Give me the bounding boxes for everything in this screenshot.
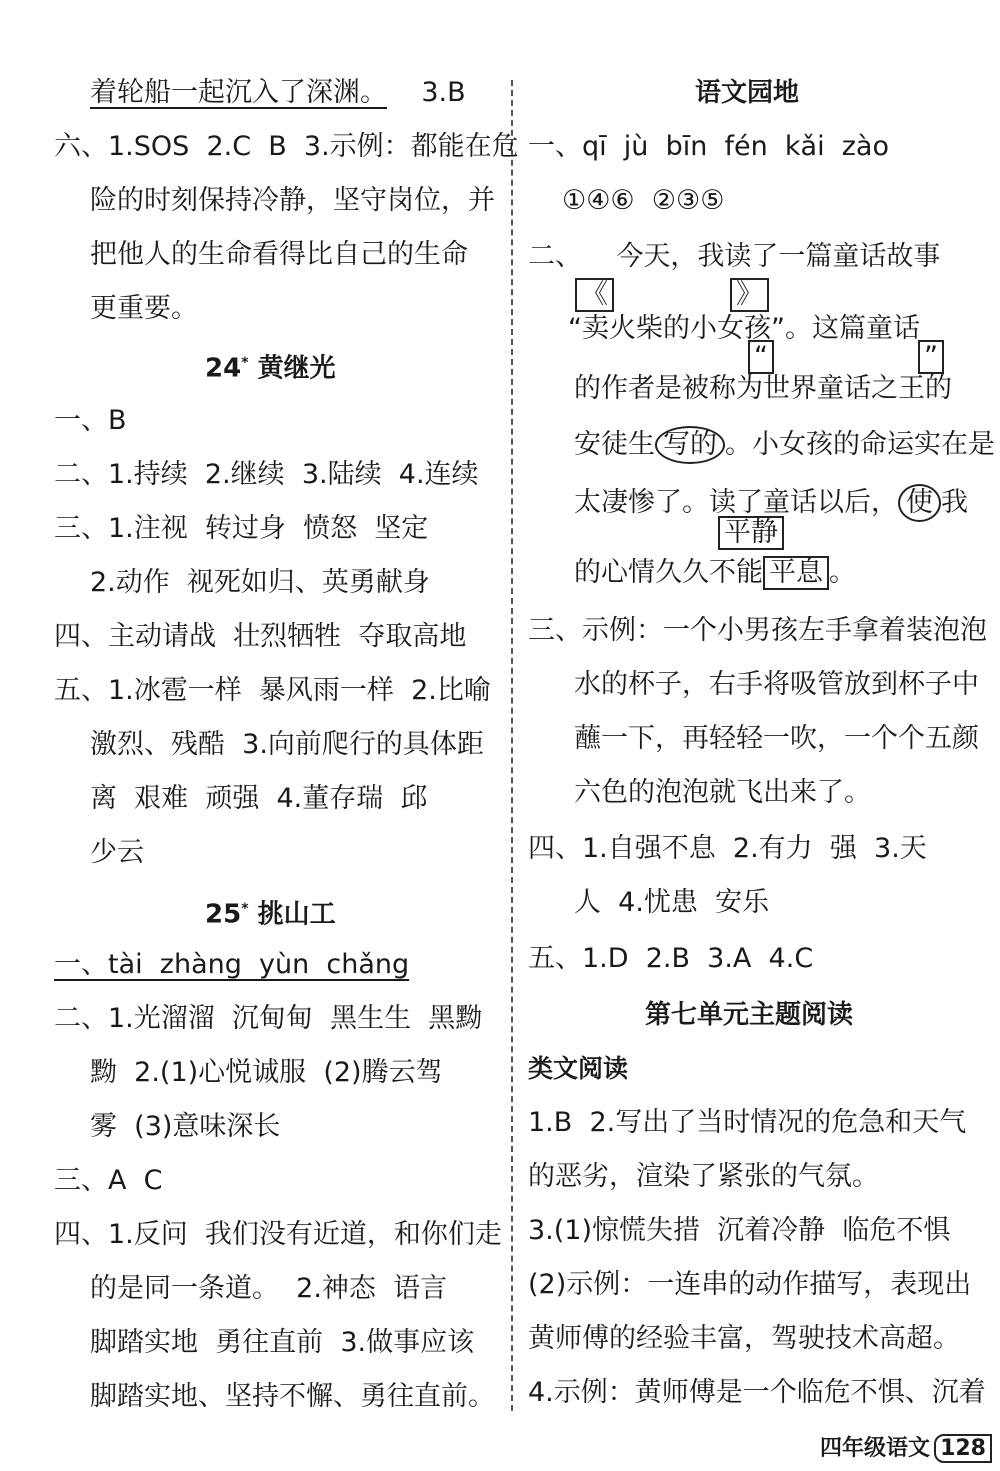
section-6-line: 六、1.SOS 2.C B 3.示例：都能在危 [54,131,519,162]
circled-word: 写的 [655,426,725,464]
answer-text: 3.B [421,77,466,108]
lesson-25-line: 三、A C [54,1165,163,1196]
replacement-word: 平静 [718,516,784,550]
lesson-25-line: 脚踏实地 勇往直前 3.做事应该 [90,1327,475,1358]
inserted-mark: ” [918,340,944,374]
section-6-line: 把他人的生命看得比自己的生命 [90,239,468,270]
lesson-24-line: 激烈、残酷 3.向前爬行的具体距 [90,729,484,760]
pinyin-answers: 一、qī jù bīn fén kǎi zào [528,131,889,162]
reading-line: 的恶劣，渲染了紧张的气氛。 [528,1161,879,1192]
answer-text: 太凄惨了。读了童话以后， [574,487,898,518]
lesson-24-line: 五、1.冰雹一样 暴风雨一样 2.比喻 [54,675,491,706]
lesson-star: * [241,355,249,371]
correction-mark [748,340,774,374]
lesson-24-line: 三、1.注视 转过身 愤怒 坚定 [54,513,429,544]
inserted-mark: 》 [730,278,769,312]
lesson-24-line: 2.动作 视死如归、英勇献身 [90,567,430,598]
lesson-24-line: 四、主动请战 壮烈牺牲 夺取高地 [54,621,467,652]
answer-text: 我 [941,487,968,518]
reading-line: 黄师傅的经验丰富，驾驶技术高超。 [528,1323,960,1354]
subsection-header: 类文阅读 [528,1054,629,1083]
answer-text: 的心情久久不能 [574,557,763,588]
lesson-25-line: 二、1.光溜溜 沉甸甸 黑生生 黑黝 [54,1003,483,1034]
pinyin-answers: 一、tài zhàng yùn chǎng [54,949,410,980]
answer-text: 。小女孩的命运实在是 [725,429,995,460]
lesson-name: 挑山工 [257,899,336,930]
lesson-25-line: 黝 2.(1)心悦诚服 (2)腾云驾 [90,1057,443,1088]
answer-text: 安徒生 [574,429,655,460]
page-number: 128 [934,1434,992,1463]
correction-line: 的作者是被称为世界童话之王的 [574,373,952,404]
pinyin-line [528,130,889,164]
section-4-line: 人 4.忧患 安乐 [574,887,770,918]
lesson-25-line: 雾 (3)意味深长 [90,1111,281,1142]
lesson-title-25 [205,892,336,932]
reading-line: 1.B 2.写出了当时情况的危急和天气 [528,1107,967,1138]
footer-label: 四年级语文 [820,1436,931,1461]
boxed-word: 平息 [763,556,829,590]
circled-word: 使 [898,484,941,522]
reading-line: (2)示例：一连串的动作描写，表现出 [528,1269,972,1300]
correction-mark [918,340,944,374]
lesson-24-line: 少云 [90,837,144,868]
correction-line [574,556,856,590]
section-6-line: 险的时刻保持冷静，坚守岗位，并 [90,185,495,216]
lesson-number: 24 [205,353,242,384]
correction-mark [730,278,769,312]
correction-mark [718,516,784,550]
inserted-mark: 《 [575,278,614,312]
lesson-25-line [54,948,409,982]
correction-line: “卖火柴的小女孩”。这篇童话 [568,313,920,344]
column-divider [511,80,513,1411]
section-3-line: 三、示例：一个小男孩左手拿着装泡泡 [528,615,987,646]
underlined-answer: 着轮船一起沉入了深渊。 [90,77,387,108]
circled-numbers: ①④⑥ ②③⑤ [562,185,725,216]
answer-line [90,76,466,110]
section-4-line: 四、1.自强不息 2.有力 强 3.天 [528,833,927,864]
section-title-garden: 语文园地 [695,78,800,108]
lesson-name: 黄继光 [257,353,336,384]
reading-line: 3.(1)惊慌失措 沉着冷静 临危不惧 [528,1215,951,1246]
lesson-24-line: 二、1.持续 2.继续 3.陆续 4.连续 [54,459,479,490]
lesson-24-line: 一、B [54,405,127,436]
unit-title: 第七单元主题阅读 [645,1000,854,1030]
section-6-line: 更重要。 [90,293,198,324]
section-3-line: 水的杯子，右手将吸管放到杯子中 [574,669,979,700]
lesson-title-24 [205,346,336,386]
correction-mark [575,278,614,312]
inserted-mark: “ [748,340,774,374]
correction-line: 二、 今天，我读了一篇童话故事 [528,241,941,272]
correction-line [574,426,995,464]
lesson-star: * [241,901,249,917]
reading-line: 4.示例：黄师傅是一个临危不惧、沉着 [528,1377,986,1408]
page-footer [820,1431,992,1463]
lesson-25-line: 四、1.反问 我们没有近道，和你们走 [54,1219,502,1250]
lesson-25-line: 的是同一条道。 2.神态 语言 [90,1273,448,1304]
section-3-line: 蘸一下，再轻轻一吹，一个个五颜 [574,723,979,754]
lesson-25-line: 脚踏实地、坚持不懈、勇往直前。 [90,1381,495,1412]
section-3-line: 六色的泡泡就飞出来了。 [574,777,871,808]
section-5-line: 五、1.D 2.B 3.A 4.C [528,943,814,974]
lesson-24-line: 离 艰难 顽强 4.董存瑞 邱 [90,783,428,814]
lesson-number: 25 [205,899,242,930]
answer-text: 。 [829,557,856,588]
